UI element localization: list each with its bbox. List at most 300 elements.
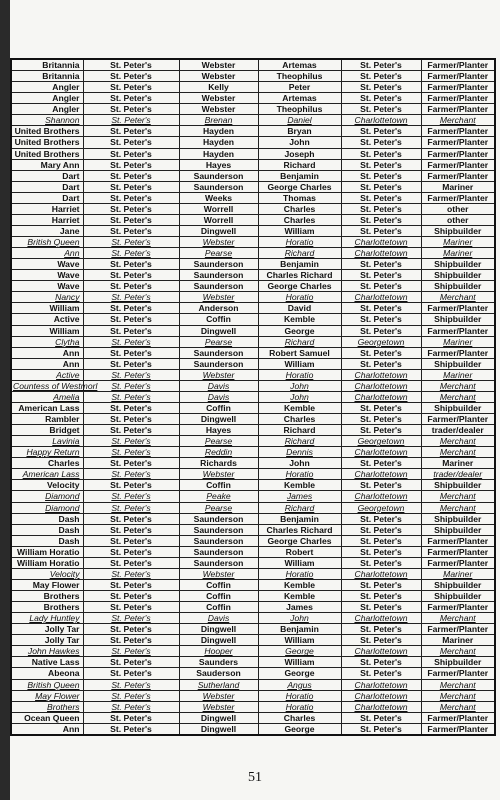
- registry-port-cell: St. Peter's: [83, 425, 179, 436]
- owner-residence-cell: St. Peter's: [341, 137, 421, 148]
- vessel-name-cell: Nancy: [11, 292, 83, 303]
- vessel-name-cell: May Flower: [11, 690, 83, 701]
- owner-surname-cell: Peake: [179, 491, 258, 502]
- registry-port-cell: St. Peter's: [83, 402, 179, 413]
- registry-port-cell: St. Peter's: [83, 613, 179, 624]
- owner-occupation-cell: Shipbuilder: [421, 480, 495, 491]
- owner-surname-cell: Pearse: [179, 502, 258, 513]
- owner-residence-cell: St. Peter's: [341, 148, 421, 159]
- table-row: [11, 325, 495, 336]
- vessel-name-cell: Bridget: [11, 425, 83, 436]
- vessel-name-cell: Angler: [11, 93, 83, 104]
- owner-surname-cell: Saunderson: [179, 270, 258, 281]
- owner-residence-cell: St. Peter's: [341, 402, 421, 413]
- owner-occupation-cell: Farmer/Planter: [421, 82, 495, 93]
- table-row: [11, 723, 495, 735]
- vessel-name-cell: Countess of Westmorl: [13, 380, 98, 391]
- table-row: [11, 591, 495, 602]
- owner-occupation-cell: Farmer/Planter: [421, 668, 495, 679]
- registry-port-cell: St. Peter's: [83, 458, 179, 469]
- owner-given-name-cell: Benjamin: [258, 170, 341, 181]
- registry-port-cell: St. Peter's: [83, 82, 179, 93]
- vessel-name-cell: Dash: [11, 535, 83, 546]
- owner-occupation-cell: Farmer/Planter: [421, 93, 495, 104]
- owner-given-name-cell: Charles: [258, 414, 341, 425]
- owner-surname-cell: Saunderson: [179, 513, 258, 524]
- owner-given-name-cell: James: [258, 602, 341, 613]
- registry-port-cell: St. Peter's: [83, 535, 179, 546]
- owner-surname-cell: Hayes: [179, 425, 258, 436]
- vessel-name-cell: Brothers: [11, 602, 83, 613]
- table-row: [11, 259, 495, 270]
- owner-occupation-cell: Mariner: [421, 635, 495, 646]
- owner-surname-cell: Hayden: [179, 126, 258, 137]
- vessel-name-cell: Brothers: [11, 591, 83, 602]
- table-row: [11, 82, 495, 93]
- owner-given-name-cell: William: [258, 225, 341, 236]
- table-row: [11, 657, 495, 668]
- table-row: [11, 270, 495, 281]
- owner-surname-cell: Coffin: [179, 480, 258, 491]
- owner-residence-cell: Charlottetown: [341, 568, 421, 579]
- owner-residence-cell: Charlottetown: [341, 613, 421, 624]
- owner-given-name-cell: George Charles: [258, 181, 341, 192]
- owner-residence-cell: St. Peter's: [341, 458, 421, 469]
- table-row: [11, 513, 495, 524]
- vessel-name-cell: William Horatio: [11, 546, 83, 557]
- owner-residence-cell: St. Peter's: [341, 126, 421, 137]
- vessel-name-cell: United Brothers: [11, 137, 83, 148]
- registry-port-cell: St. Peter's: [83, 203, 179, 214]
- registry-port-cell: St. Peter's: [83, 71, 179, 82]
- table-row: [11, 170, 495, 181]
- vessel-name-cell: Harriet: [11, 214, 83, 225]
- owner-residence-cell: Charlottetown: [341, 248, 421, 259]
- table-row: [11, 602, 495, 613]
- owner-occupation-cell: Farmer/Planter: [421, 325, 495, 336]
- owner-surname-cell: Saunderson: [179, 347, 258, 358]
- owner-occupation-cell: other: [421, 203, 495, 214]
- table-row: [11, 347, 495, 358]
- owner-occupation-cell: Farmer/Planter: [421, 159, 495, 170]
- table-row: [11, 491, 495, 502]
- vessel-name-cell: Mary Ann: [11, 159, 83, 170]
- registry-port-cell: St. Peter's: [83, 281, 179, 292]
- owner-surname-cell: Hooper: [179, 646, 258, 657]
- registry-port-cell: St. Peter's: [83, 491, 179, 502]
- owner-surname-cell: Webster: [179, 71, 258, 82]
- registry-port-cell: St. Peter's: [83, 170, 179, 181]
- owner-residence-cell: St. Peter's: [341, 535, 421, 546]
- owner-given-name-cell: Benjamin: [258, 624, 341, 635]
- owner-residence-cell: St. Peter's: [341, 259, 421, 270]
- table-row: [11, 425, 495, 436]
- owner-given-name-cell: Kemble: [258, 402, 341, 413]
- vessel-name-cell: Jolly Tar: [11, 635, 83, 646]
- vessel-name-cell: Harriet: [11, 203, 83, 214]
- owner-occupation-cell: Merchant: [421, 380, 495, 391]
- owner-surname-cell: Brenan: [179, 115, 258, 126]
- vessel-name-cell: Ann: [11, 347, 83, 358]
- table-row: [11, 480, 495, 491]
- owner-occupation-cell: Farmer/Planter: [421, 602, 495, 613]
- owner-occupation-cell: other: [421, 214, 495, 225]
- owner-occupation-cell: Farmer/Planter: [421, 414, 495, 425]
- registry-port-cell: St. Peter's: [83, 181, 179, 192]
- owner-occupation-cell: Shipbuilder: [421, 270, 495, 281]
- owner-surname-cell: Dingwell: [179, 712, 258, 723]
- owner-occupation-cell: Farmer/Planter: [421, 347, 495, 358]
- registry-port-cell: St. Peter's: [83, 159, 179, 170]
- table-row: [11, 281, 495, 292]
- owner-given-name-cell: Robert Samuel: [258, 347, 341, 358]
- registry-port-cell: St. Peter's: [83, 646, 179, 657]
- owner-given-name-cell: George: [258, 723, 341, 735]
- owner-residence-cell: Charlottetown: [341, 690, 421, 701]
- owner-occupation-cell: Farmer/Planter: [421, 624, 495, 635]
- owner-occupation-cell: Shipbuilder: [421, 513, 495, 524]
- owner-residence-cell: St. Peter's: [341, 668, 421, 679]
- registry-port-cell: St. Peter's: [83, 259, 179, 270]
- owner-residence-cell: Charlottetown: [341, 447, 421, 458]
- owner-surname-cell: Saunderson: [179, 524, 258, 535]
- registry-port-cell: St. Peter's: [83, 679, 179, 690]
- vessel-name-cell: Velocity: [11, 480, 83, 491]
- table-row: [11, 524, 495, 535]
- registry-port-cell: St. Peter's: [83, 192, 179, 203]
- vessel-name-cell: Ann: [11, 248, 83, 259]
- ledger-page: [10, 0, 500, 800]
- owner-occupation-cell: Merchant: [421, 391, 495, 402]
- owner-given-name-cell: Horatio: [258, 469, 341, 480]
- owner-given-name-cell: Horatio: [258, 292, 341, 303]
- owner-residence-cell: St. Peter's: [341, 270, 421, 281]
- owner-residence-cell: Georgetown: [341, 502, 421, 513]
- registry-port-cell: St. Peter's: [83, 690, 179, 701]
- owner-occupation-cell: Farmer/Planter: [421, 148, 495, 159]
- vessel-name-cell: Lady Huntley: [11, 613, 83, 624]
- owner-occupation-cell: Merchant: [421, 613, 495, 624]
- owner-surname-cell: Dingwell: [179, 325, 258, 336]
- page-number: 51: [248, 770, 262, 785]
- owner-occupation-cell: Farmer/Planter: [421, 59, 495, 71]
- owner-surname-cell: Dingwell: [179, 635, 258, 646]
- table-row: [11, 546, 495, 557]
- registry-port-cell: St. Peter's: [83, 225, 179, 236]
- owner-given-name-cell: Horatio: [258, 369, 341, 380]
- owner-surname-cell: Coffin: [179, 314, 258, 325]
- owner-occupation-cell: Merchant: [421, 491, 495, 502]
- vessel-name-cell: Wave: [11, 281, 83, 292]
- owner-surname-cell: Hayes: [179, 159, 258, 170]
- owner-given-name-cell: Theophilus: [258, 71, 341, 82]
- vessel-name-cell: Ann: [11, 723, 83, 735]
- vessel-name-cell: Jane: [11, 225, 83, 236]
- owner-occupation-cell: Shipbuilder: [421, 591, 495, 602]
- owner-surname-cell: Webster: [179, 469, 258, 480]
- vessel-name-cell: Amelia: [11, 391, 83, 402]
- table-row: [11, 292, 495, 303]
- owner-surname-cell: Weeks: [179, 192, 258, 203]
- table-row: [11, 668, 495, 679]
- table-row: [11, 402, 495, 413]
- vessel-name-cell: Ocean Queen: [11, 712, 83, 723]
- owner-surname-cell: Webster: [179, 237, 258, 248]
- owner-residence-cell: St. Peter's: [341, 203, 421, 214]
- owner-residence-cell: St. Peter's: [341, 557, 421, 568]
- owner-residence-cell: St. Peter's: [341, 579, 421, 590]
- owner-surname-cell: Webster: [179, 568, 258, 579]
- owner-surname-cell: Kelly: [179, 82, 258, 93]
- table-row: [11, 436, 495, 447]
- owner-occupation-cell: Shipbuilder: [421, 225, 495, 236]
- owner-given-name-cell: John: [258, 380, 341, 391]
- owner-given-name-cell: George Charles: [258, 281, 341, 292]
- owner-surname-cell: Saunderson: [179, 181, 258, 192]
- vessel-name-cell: Wave: [11, 259, 83, 270]
- owner-occupation-cell: Merchant: [421, 292, 495, 303]
- owner-surname-cell: Webster: [179, 59, 258, 71]
- table-row: [11, 369, 495, 380]
- owner-occupation-cell: Merchant: [421, 701, 495, 712]
- owner-given-name-cell: Joseph: [258, 148, 341, 159]
- owner-given-name-cell: Richard: [258, 159, 341, 170]
- owner-occupation-cell: Merchant: [421, 690, 495, 701]
- owner-residence-cell: St. Peter's: [341, 314, 421, 325]
- registry-port-cell: St. Peter's: [83, 391, 179, 402]
- registry-port-cell: St. Peter's: [83, 635, 179, 646]
- owner-given-name-cell: David: [258, 303, 341, 314]
- owner-occupation-cell: Merchant: [421, 502, 495, 513]
- vessel-name-cell: Britannia: [11, 71, 83, 82]
- table-row: [11, 568, 495, 579]
- table-row: [11, 679, 495, 690]
- owner-occupation-cell: Shipbuilder: [421, 579, 495, 590]
- owner-residence-cell: Charlottetown: [341, 115, 421, 126]
- owner-residence-cell: St. Peter's: [341, 635, 421, 646]
- owner-surname-cell: Webster: [179, 701, 258, 712]
- owner-given-name-cell: Daniel: [258, 115, 341, 126]
- vessel-name-cell: Active: [11, 314, 83, 325]
- owner-surname-cell: Coffin: [179, 402, 258, 413]
- owner-occupation-cell: Shipbuilder: [421, 524, 495, 535]
- vessel-name-cell: Shannon: [11, 115, 83, 126]
- owner-residence-cell: Charlottetown: [341, 469, 421, 480]
- owner-surname-cell: Worrell: [179, 214, 258, 225]
- registry-port-cell: St. Peter's: [83, 248, 179, 259]
- owner-surname-cell: Webster: [179, 93, 258, 104]
- owner-residence-cell: St. Peter's: [341, 347, 421, 358]
- owner-given-name-cell: Theophilus: [258, 104, 341, 115]
- owner-given-name-cell: William: [258, 557, 341, 568]
- owner-given-name-cell: Kemble: [258, 579, 341, 590]
- vessel-name-cell: Native Lass: [11, 657, 83, 668]
- owner-given-name-cell: Charles Richard: [258, 270, 341, 281]
- registry-port-cell: St. Peter's: [83, 502, 179, 513]
- owner-occupation-cell: Farmer/Planter: [421, 535, 495, 546]
- vessel-name-cell: American Lass: [11, 469, 83, 480]
- owner-given-name-cell: John: [258, 458, 341, 469]
- owner-occupation-cell: Farmer/Planter: [421, 126, 495, 137]
- owner-occupation-cell: Shipbuilder: [421, 402, 495, 413]
- table-row: [11, 447, 495, 458]
- owner-given-name-cell: Richard: [258, 425, 341, 436]
- owner-given-name-cell: Horatio: [258, 237, 341, 248]
- owner-given-name-cell: Richard: [258, 336, 341, 347]
- table-row: [11, 535, 495, 546]
- owner-given-name-cell: Richard: [258, 436, 341, 447]
- vessel-name-cell: Charles: [11, 458, 83, 469]
- registry-port-cell: St. Peter's: [83, 59, 179, 71]
- owner-occupation-cell: Merchant: [421, 115, 495, 126]
- owner-residence-cell: St. Peter's: [341, 513, 421, 524]
- vessel-name-cell: Rambler: [11, 414, 83, 425]
- vessel-name-cell: United Brothers: [11, 148, 83, 159]
- vessel-name-cell: Clytha: [11, 336, 83, 347]
- owner-given-name-cell: William: [258, 657, 341, 668]
- owner-residence-cell: St. Peter's: [341, 358, 421, 369]
- owner-surname-cell: Coffin: [179, 591, 258, 602]
- owner-occupation-cell: Farmer/Planter: [421, 137, 495, 148]
- owner-occupation-cell: Merchant: [421, 646, 495, 657]
- vessel-name-cell: Dart: [11, 181, 83, 192]
- owner-occupation-cell: Farmer/Planter: [421, 712, 495, 723]
- owner-residence-cell: Charlottetown: [341, 237, 421, 248]
- registry-port-cell: St. Peter's: [83, 237, 179, 248]
- registry-port-cell: St. Peter's: [83, 591, 179, 602]
- owner-given-name-cell: Artemas: [258, 93, 341, 104]
- owner-residence-cell: St. Peter's: [341, 425, 421, 436]
- vessel-name-cell: British Queen: [11, 679, 83, 690]
- owner-given-name-cell: Artemas: [258, 59, 341, 71]
- table-row: [11, 391, 495, 402]
- owner-residence-cell: Charlottetown: [341, 292, 421, 303]
- owner-residence-cell: St. Peter's: [341, 192, 421, 203]
- owner-occupation-cell: Merchant: [421, 436, 495, 447]
- owner-residence-cell: St. Peter's: [341, 712, 421, 723]
- owner-occupation-cell: Farmer/Planter: [421, 557, 495, 568]
- owner-given-name-cell: Horatio: [258, 701, 341, 712]
- vessel-name-cell: Velocity: [11, 568, 83, 579]
- owner-surname-cell: Webster: [179, 292, 258, 303]
- owner-surname-cell: Dingwell: [179, 225, 258, 236]
- owner-occupation-cell: Shipbuilder: [421, 314, 495, 325]
- vessel-name-cell: Dash: [11, 524, 83, 535]
- vessel-name-cell: British Queen: [11, 237, 83, 248]
- registry-port-cell: St. Peter's: [83, 414, 179, 425]
- owner-given-name-cell: Bryan: [258, 126, 341, 137]
- owner-surname-cell: Richards: [179, 458, 258, 469]
- owner-surname-cell: Webster: [179, 690, 258, 701]
- table-row: [11, 701, 495, 712]
- registry-port-cell: St. Peter's: [83, 358, 179, 369]
- owner-surname-cell: Saunderson: [179, 259, 258, 270]
- owner-residence-cell: St. Peter's: [341, 414, 421, 425]
- table-row: [11, 115, 495, 126]
- table-row: [11, 469, 495, 480]
- registry-port-cell: St. Peter's: [83, 579, 179, 590]
- owner-surname-cell: Pearse: [179, 248, 258, 259]
- owner-residence-cell: St. Peter's: [341, 325, 421, 336]
- owner-surname-cell: Saunderson: [179, 358, 258, 369]
- owner-residence-cell: St. Peter's: [341, 591, 421, 602]
- vessel-name-cell: Happy Return: [11, 447, 83, 458]
- registry-port-cell: St. Peter's: [83, 668, 179, 679]
- owner-residence-cell: Charlottetown: [341, 491, 421, 502]
- owner-occupation-cell: Merchant: [421, 447, 495, 458]
- owner-occupation-cell: Farmer/Planter: [421, 303, 495, 314]
- table-row: [11, 148, 495, 159]
- owner-residence-cell: Charlottetown: [341, 701, 421, 712]
- owner-surname-cell: Saunderson: [179, 557, 258, 568]
- owner-given-name-cell: William: [258, 635, 341, 646]
- owner-occupation-cell: Shipbuilder: [421, 281, 495, 292]
- owner-surname-cell: Davis: [179, 613, 258, 624]
- owner-residence-cell: Charlottetown: [341, 646, 421, 657]
- owner-occupation-cell: Farmer/Planter: [421, 71, 495, 82]
- vessel-name-cell: Diamond: [11, 502, 83, 513]
- owner-residence-cell: St. Peter's: [341, 723, 421, 735]
- vessel-name-cell: William: [11, 325, 83, 336]
- registry-port-cell: St. Peter's: [83, 712, 179, 723]
- owner-given-name-cell: Charles: [258, 712, 341, 723]
- owner-residence-cell: St. Peter's: [341, 59, 421, 71]
- owner-given-name-cell: Kemble: [258, 480, 341, 491]
- registry-port-cell: St. Peter's: [83, 380, 179, 391]
- owner-residence-cell: St. Peter's: [341, 657, 421, 668]
- owner-residence-cell: Charlottetown: [341, 369, 421, 380]
- owner-surname-cell: Saunderson: [179, 281, 258, 292]
- vessel-name-cell: United Brothers: [11, 126, 83, 137]
- table-row: [11, 458, 495, 469]
- registry-port-cell: St. Peter's: [83, 657, 179, 668]
- table-row: [11, 414, 495, 425]
- owner-occupation-cell: Farmer/Planter: [421, 170, 495, 181]
- owner-given-name-cell: Thomas: [258, 192, 341, 203]
- owner-given-name-cell: Charles: [258, 203, 341, 214]
- registry-port-cell: St. Peter's: [83, 93, 179, 104]
- owner-surname-cell: Saunderson: [179, 535, 258, 546]
- owner-given-name-cell: Angus: [258, 679, 341, 690]
- table-row: [11, 314, 495, 325]
- owner-surname-cell: Webster: [179, 104, 258, 115]
- table-row: [11, 126, 495, 137]
- owner-residence-cell: St. Peter's: [341, 602, 421, 613]
- owner-residence-cell: St. Peter's: [341, 225, 421, 236]
- vessel-name-cell: Angler: [11, 104, 83, 115]
- registry-port-cell: St. Peter's: [83, 314, 179, 325]
- owner-given-name-cell: Horatio: [258, 568, 341, 579]
- registry-port-cell: St. Peter's: [83, 568, 179, 579]
- vessel-name-cell: John Hawkes: [11, 646, 83, 657]
- table-row: [11, 635, 495, 646]
- owner-residence-cell: Charlottetown: [341, 380, 421, 391]
- registry-port-cell: St. Peter's: [83, 126, 179, 137]
- owner-surname-cell: Hayden: [179, 137, 258, 148]
- owner-residence-cell: St. Peter's: [341, 480, 421, 491]
- table-row: [11, 71, 495, 82]
- table-row: [11, 237, 495, 248]
- owner-occupation-cell: Shipbuilder: [421, 358, 495, 369]
- owner-surname-cell: Hayden: [179, 148, 258, 159]
- registry-port-cell: St. Peter's: [83, 557, 179, 568]
- owner-surname-cell: Anderson: [179, 303, 258, 314]
- owner-residence-cell: St. Peter's: [341, 524, 421, 535]
- owner-residence-cell: St. Peter's: [341, 214, 421, 225]
- registry-port-cell: St. Peter's: [83, 701, 179, 712]
- owner-surname-cell: Saunders: [179, 657, 258, 668]
- vessel-name-cell: Jolly Tar: [11, 624, 83, 635]
